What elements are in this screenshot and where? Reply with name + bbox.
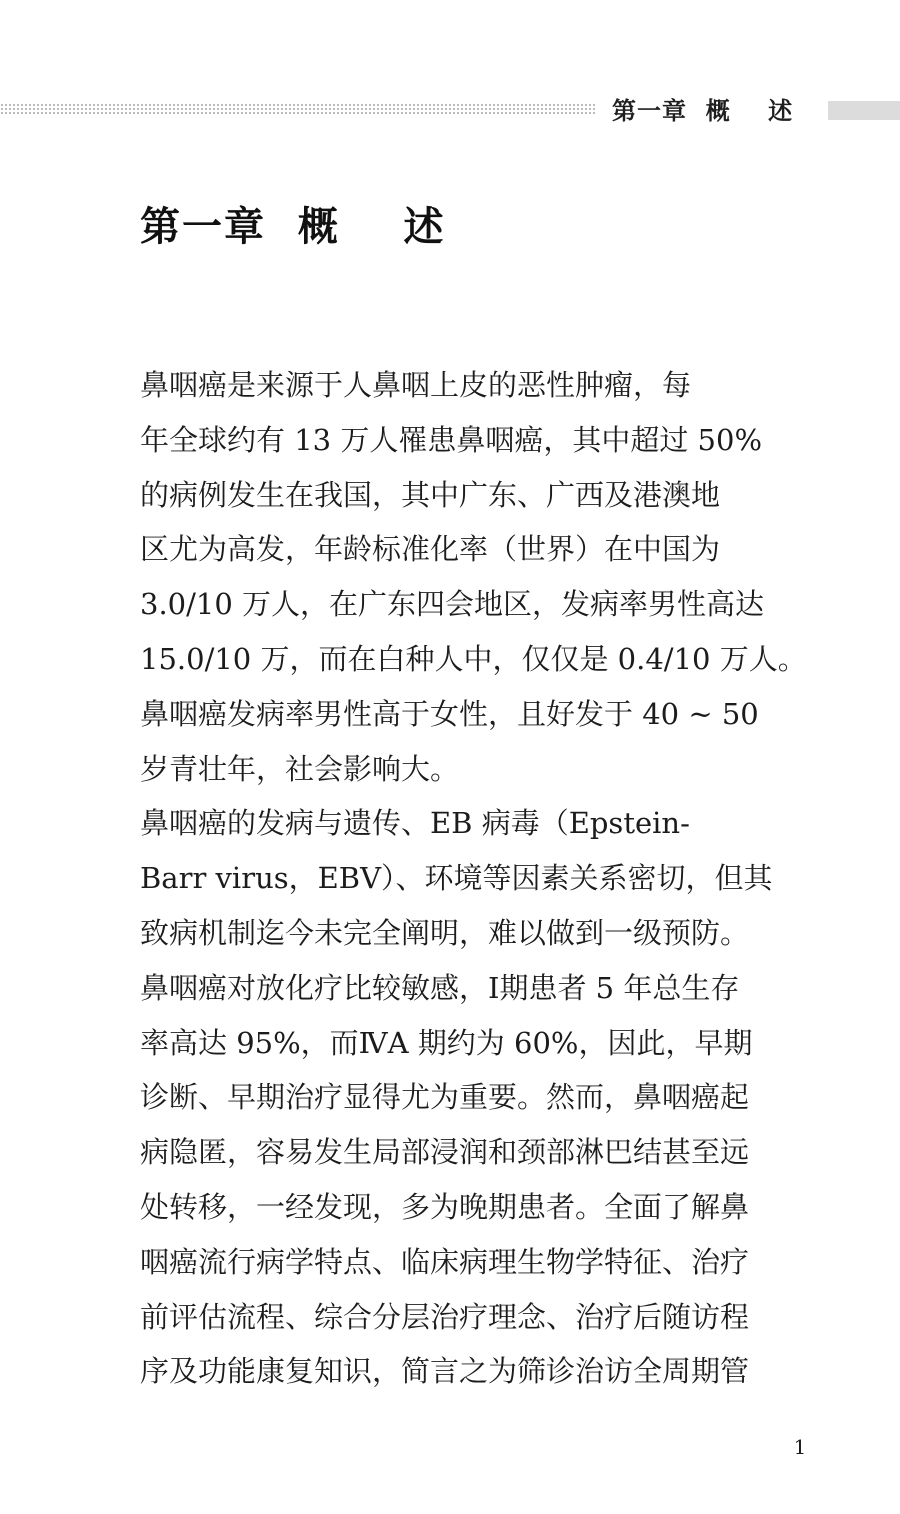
text-line: 处转移，一经发现，多为晚期患者。全面了解鼻 <box>140 1189 750 1224</box>
text-line: Barr virus，EBV）、环境等因素关系密切，但其 <box>140 861 773 896</box>
text-line: 岁青壮年，社会影响大。 <box>140 751 460 786</box>
text-line: 致病机制迄今未完全阐明，难以做到一级预防。 <box>140 915 750 950</box>
text-line: 的病例发生在我国，其中广东、广西及港澳地 <box>140 477 721 512</box>
page-number: 1 <box>793 1435 807 1459</box>
header-gray-bar <box>828 101 900 120</box>
text-line: 鼻咽癌对放化疗比较敏感，Ⅰ期患者 5 年总生存 <box>140 970 740 1005</box>
text-line: 咽癌流行病学特点、临床病理生物学特征、治疗 <box>140 1244 750 1279</box>
text-line: 15.0/10 万，而在白种人中，仅仅是 0.4/10 万人。 <box>140 641 807 676</box>
text-line: 区尤为高发，年龄标准化率（世界）在中国为 <box>140 532 721 567</box>
text-line: 3.0/10 万人，在广东四会地区，发病率男性高达 <box>140 587 765 622</box>
text-line: 前评估流程、综合分层治疗理念、治疗后随访程 <box>140 1299 750 1334</box>
text-line: 鼻咽癌是来源于人鼻咽上皮的恶性肿瘤，每 <box>140 368 692 402</box>
chapter-title: 第一章 概 述 <box>140 204 446 250</box>
text-line: 鼻咽癌的发病与遗传、EB 病毒（Epstein- <box>140 806 690 841</box>
body-text <box>140 358 807 1399</box>
text-line: 序及功能康复知识，简言之为筛诊治访全周期管 <box>140 1354 750 1389</box>
text-line: 率高达 95%，而ⅣA 期约为 60%，因此，早期 <box>140 1025 753 1060</box>
text-line: 鼻咽癌发病率男性高于女性，且好发于 40 ~ 50 <box>140 696 759 731</box>
running-header-title: 第一章 概 述 <box>612 96 794 125</box>
text-line: 诊断、早期治疗显得尤为重要。然而，鼻咽癌起 <box>140 1080 750 1115</box>
text-line: 年全球约有 13 万人罹患鼻咽癌，其中超过 50% <box>140 422 763 457</box>
text-line: 病隐匿，容易发生局部浸润和颈部淋巴结甚至远 <box>140 1135 750 1170</box>
header-dotted-rule <box>0 103 597 115</box>
